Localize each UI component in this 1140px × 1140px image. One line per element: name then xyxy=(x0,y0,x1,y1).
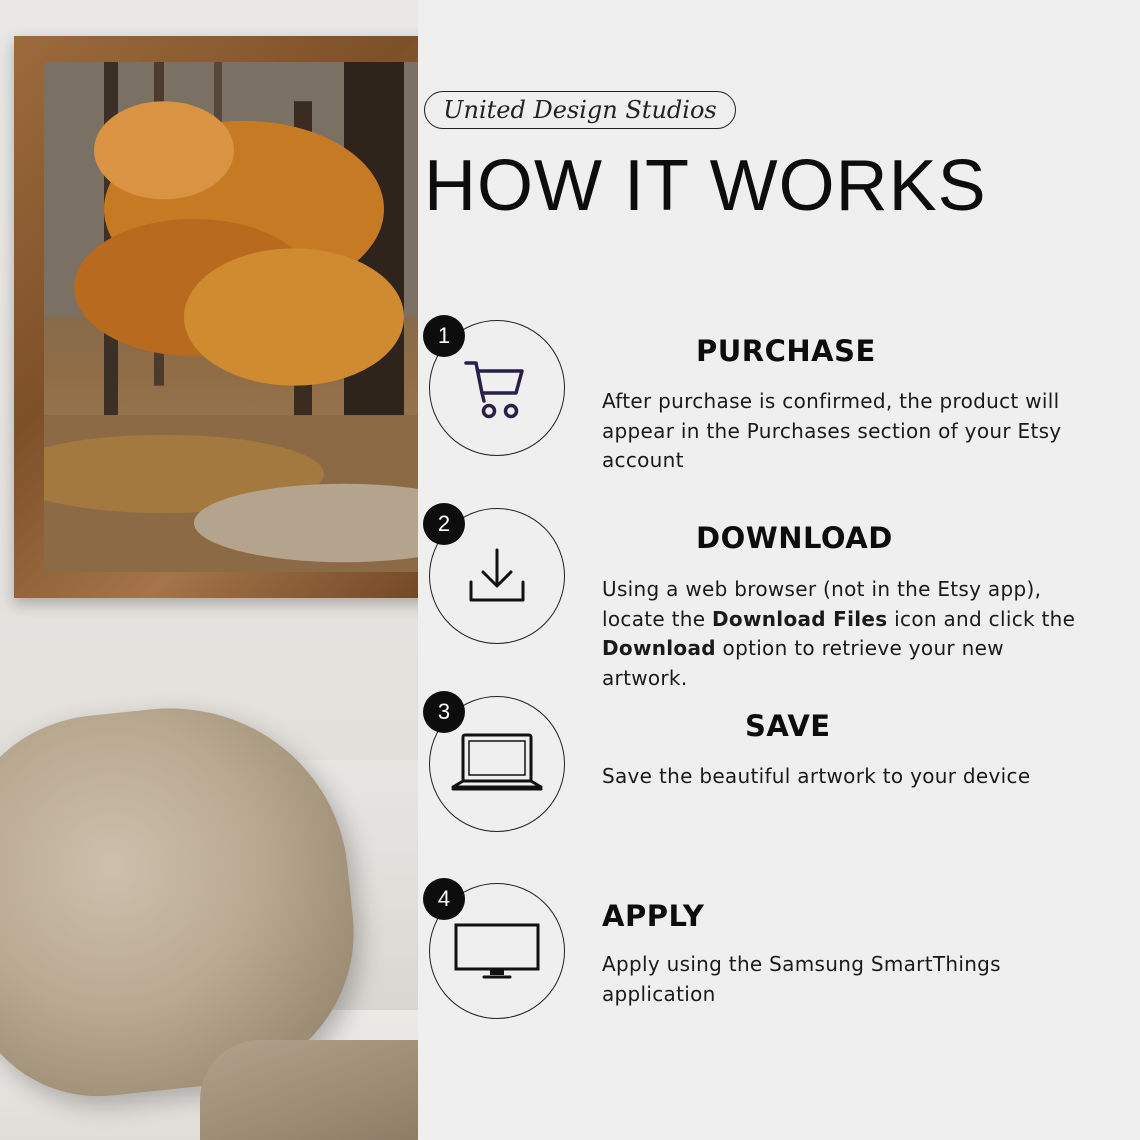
step-3-title: SAVE xyxy=(745,709,831,743)
page-title: HOW IT WORKS xyxy=(424,146,987,226)
step-3-number-badge: 3 xyxy=(423,691,465,733)
wooden-frame xyxy=(14,36,418,598)
brand-label: United Design Studios xyxy=(424,91,736,129)
cart-icon xyxy=(462,353,532,423)
step-2-text-e: option to retrieve your new artwork. xyxy=(602,636,1004,690)
step-4-description: Apply using the Samsung SmartThings application xyxy=(602,952,1001,1006)
product-photo xyxy=(0,0,418,1140)
download-option-highlight: Download xyxy=(602,636,716,660)
laptop-icon xyxy=(449,731,545,797)
download-icon xyxy=(465,544,529,608)
step-2-text-a: Using a web browser (not in the Etsy app), locate the xyxy=(602,577,1042,631)
step-4-number-badge: 4 xyxy=(423,878,465,920)
step-1-description: After purchase is confirmed, the product will appear in the Purchases section of your Etsy account xyxy=(602,389,1062,472)
step-1-number-badge: 1 xyxy=(423,315,465,357)
tv-monitor-icon xyxy=(452,921,542,981)
step-2-text-c: icon and click the xyxy=(887,606,1076,631)
autumn-forest-painting xyxy=(44,62,418,572)
step-2-description xyxy=(602,575,1082,693)
step-2-title: DOWNLOAD xyxy=(696,521,893,555)
step-4-title: APPLY xyxy=(602,899,705,933)
step-1-title: PURCHASE xyxy=(696,334,876,368)
download-files-highlight: Download Files xyxy=(712,606,888,631)
forest-illustration xyxy=(44,62,418,572)
throw-blanket xyxy=(200,1040,418,1140)
step-2-number-badge: 2 xyxy=(423,503,465,545)
step-3-description: Save the beautiful artwork to your device xyxy=(602,764,1031,788)
